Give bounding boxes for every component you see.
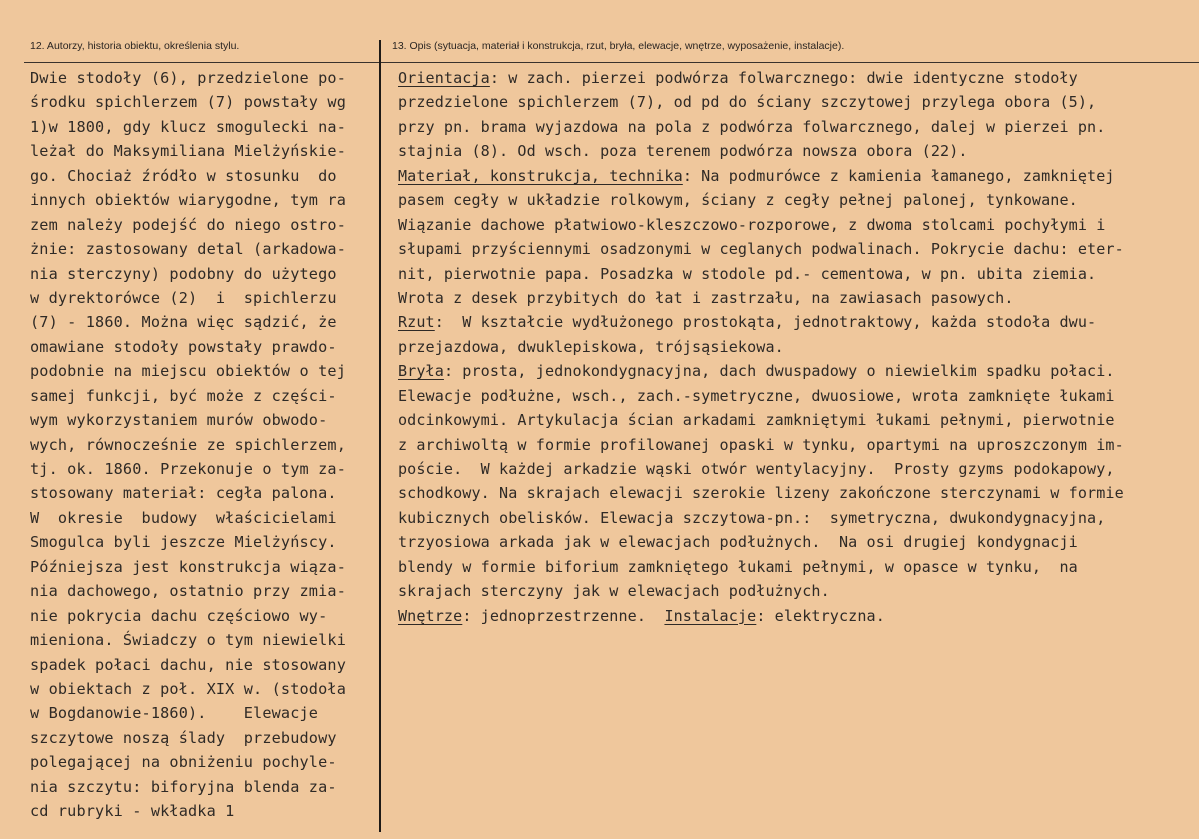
section-text: schodkowy. Na skrajach elewacji szerokie lizeny zakończone sterczynami w formie [398,484,1124,503]
history-text-line: nia sterczyny) podobny do użytego [30,264,337,283]
section-text: przejazdowa, dwuklepiskowa, trójsąsiekowa. [398,337,784,356]
history-text-line: W okresie budowy właścicielami [30,508,337,527]
history-text-line: samej funkcji, być może z części- [30,386,337,405]
history-column [30,66,380,824]
section-heading: Wnętrze [398,606,463,625]
section-text: Elewacje podłużne, wsch., zach.-symetryczne, dwuosiowe, wrota zamknięte łukami [398,386,1115,405]
section-text: skrajach sterczyny jak w elewacjach podłużnych. [398,582,830,601]
description-text-line [398,579,1198,603]
history-text-line: środku spichlerzem (7) powstały wg [30,93,346,112]
description-text-line [398,237,1198,261]
history-text-line: zem należy podejść do niego ostro- [30,215,346,234]
history-text-line: tj. ok. 1860. Przekonuje o tym za- [30,460,346,478]
description-column [398,66,1198,628]
history-text-line: nie pokrycia dachu częściowo wy- [30,606,328,625]
description-text-line [398,359,1198,383]
section-text: Wiązanie dachowe płatwiowo-kleszczowo-rozporowe, z dwoma stolcami pochyłymi i [398,215,1106,234]
description-text-line [398,555,1198,579]
section-heading: Bryła [398,362,444,381]
history-text-line: szczytowe noszą ślady przebudowy [30,728,337,747]
history-text-line: w Bogdanowie-1860). Elewacje [30,704,319,723]
history-text-line: spadek połaci dachu, nie stosowany [30,655,346,674]
section-text: : W kształcie wydłużonego prostokąta, jednotraktowy, każda stodoła dwu- [434,313,1097,332]
section-text: przedzielone spichlerzem (7), od pd do ściany szczytowej przylega obora (5), [398,93,1097,112]
history-text-line: w dyrektorówce (2) i spichlerzu [30,288,337,307]
section-13-header: 13. Opis (sytuacja, materiał i konstrukcja, rzut, bryła, elewacje, wnętrze, wyposażenie, instalacje). [392,40,845,52]
section-text: poście. W każdej arkadzie wąski otwór wentylacyjny. Prosty gzyms podokapowy, [398,460,1115,478]
section-text: nit, pierwotnie papa. Posadzka w stodole pd.- cementowa, w pn. ubita ziemia. [398,264,1097,283]
section-text: z archiwoltą w formie profilowanej opaski w tynku, opartymi na uproszczonym im- [398,435,1124,454]
history-text-line: go. Chociaż źródło w stosunku do [30,166,337,185]
description-text-line [398,604,1198,628]
section-text: kubicznych obelisków. Elewacja szczytowa-pn.: symetryczna, dwukondygnacyjna, [398,508,1106,527]
description-text-line [398,164,1198,188]
description-text-line [398,90,1198,114]
description-text-line [398,262,1198,286]
history-text-line: omawiane stodoły powstały prawdo- [30,337,337,356]
history-text-line: żnie: zastosowany detal (arkadowa- [30,240,346,259]
section-heading: Materiał, konstrukcja, technika [398,166,683,185]
history-text-line: w obiektach z poł. XIX w. (stodoła [30,679,346,698]
description-text-line [398,433,1198,457]
history-text-line: stosowany materiał: cegła palona. [30,484,337,503]
history-text-line: 1)w 1800, gdy klucz smogulecki na- [30,117,346,136]
section-text: trzyosiowa arkada jak w elewacjach podłużnych. Na osi drugiej kondygnacji [398,533,1078,552]
section-text: : Na podmurówce z kamienia łamanego, zamkniętej [682,166,1115,185]
section-text: blendy w formie biforium zamkniętego łukami pełnymi, w opasce w tynku, na [398,557,1078,576]
description-text-line [398,506,1198,530]
history-text-line: wym wykorzystaniem murów obwodo- [30,411,328,430]
section-text: : jednoprzestrzenne. [462,606,665,625]
history-text-line: podobnie na miejscu obiektów o tej [30,362,346,381]
history-text-line: (7) - 1860. Można więc sądzić, że [30,313,337,332]
description-text-line [398,335,1198,359]
description-text-line [398,408,1198,432]
description-text-line [398,115,1198,139]
history-text-line: innych obiektów wiarygodne, tym ra [30,191,346,210]
section-12-header: 12. Autorzy, historia obiektu, określenia stylu. [30,40,240,52]
history-text-line: wych, równocześnie ze spichlerzem, [30,435,346,454]
history-text-line: nia dachowego, ostatnio przy zmia- [30,582,346,601]
section-heading: Rzut [398,313,435,332]
section-text: : w zach. pierzei podwórza folwarcznego: dwie identyczne stodoły [489,69,1078,87]
description-text-line [398,310,1198,334]
section-text: stajnia (8). Od wsch. poza terenem podwórza nowsza obora (22). [398,142,968,161]
section-text: przy pn. brama wyjazdowa na pola z podwórza folwarcznego, dalej w pierzei pn. [398,117,1106,136]
description-text-line [398,530,1198,554]
section-heading: Instalacje [664,606,757,625]
history-text-line: Późniejsza jest konstrukcja wiąza- [30,557,346,576]
description-text-line [398,66,1198,90]
section-heading: Orientacja [398,69,490,87]
history-text-line: Smogulca byli jeszcze Mielżyńscy. [30,533,337,552]
history-text-line: cd rubryki - wkładka 1 [30,802,235,821]
history-text-line: leżał do Maksymiliana Mielżyńskie- [30,142,346,161]
section-text: odcinkowymi. Artykulacja ścian arkadami zamkniętymi łukami pełnymi, pierwotnie [398,411,1115,430]
description-text-line [398,457,1198,481]
description-text-line [398,213,1198,237]
description-text-line [398,286,1198,310]
history-text-line: mieniona. Świadczy o tym niewielki [30,631,346,650]
history-text-line: polegającej na obniżeniu pochyle- [30,753,337,772]
history-text-line: Dwie stodoły (6), przedzielone po- [30,69,346,87]
history-text-line: nia szczytu: biforyjna blenda za- [30,777,337,796]
section-text: : prosta, jednokondygnacyjna, dach dwuspadowy o niewielkim spadku połaci. [443,362,1115,381]
description-text-line [398,188,1198,212]
description-text-line [398,481,1198,505]
section-text: Wrota z desek przybitych do łat i zastrzału, na zawiasach pasowych. [398,288,1014,307]
section-text: : elektryczna. [756,606,885,625]
section-text: pasem cegły w układzie rolkowym, ściany z cegły pełnej palonej, tynkowane. [398,191,1078,210]
section-text: słupami przyściennymi osadzonymi w ceglanych podwalinach. Pokrycie dachu: eter- [398,240,1124,259]
description-text-line [398,139,1198,163]
description-text-line [398,384,1198,408]
header-rule [24,62,1199,63]
